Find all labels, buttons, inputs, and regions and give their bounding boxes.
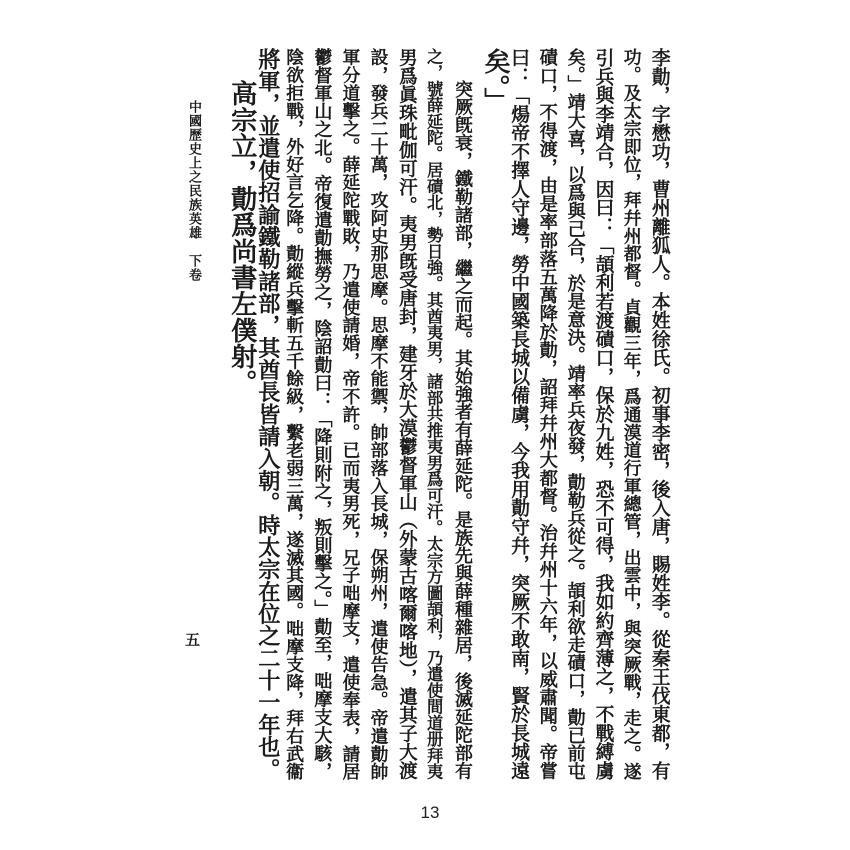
text-column-6: 曰：「煬帝不擇人守邊，勞中國築長城以備虜，今我用勣守幷，突厥不敢南，賢於長城遠 (508, 48, 531, 780)
page-number: 13 (420, 803, 440, 822)
running-head: 中國歷史上之民族英雄 下卷 (186, 100, 201, 282)
text-column-12: 軍分道擊之。薛延陀戰敗，乃遣使請婚，帝不許。已而夷男死，兄子咄摩支，遣使奉表，請居 (339, 48, 361, 781)
text-column-11: 設，發兵二十萬，攻阿史那思摩。思摩不能禦，帥部落入長城，保朔州，遣使告急。帝遣勣帥 (367, 48, 389, 781)
page-number-chinese: 五 (183, 632, 201, 647)
text-column-9: 之，號薛延陀。居磧北，勢日強。其酋夷男，諸部共推夷男爲可汗。太宗方圖頡利，乃遣使間道册拜夷 (424, 48, 444, 780)
text-column-13: 鬱督軍山之北。帝復遣勣撫勞之，陰詔勣曰：「降則附之，叛則擊之。」勣至，咄摩支大駭， (311, 48, 333, 781)
text-column-2: 功。及太宗即位，拜幷州都督。貞觀三年，爲通漠道行軍總管，出雲中，與突厥戰，走之。遂 (620, 48, 642, 781)
text-column-16: 高宗立，勣爲尚書左僕射。 (226, 80, 258, 396)
text-column-4: 矣。」靖大喜，以爲與己合，於是意決。靖率兵夜發，勣勒兵從之。頡利欲走磧口，勣已前屯 (564, 48, 586, 781)
text-column-10: 男爲眞珠毗伽可汗。夷男旣受唐封，建牙於大漠鬱督軍山（外蒙古喀爾喀地），遣其子大渡 (396, 48, 418, 780)
text-column-5: 磧口，不得渡，由是率部落五萬降於勣，詔拜幷州大都督。治幷州十六年，以威肅聞。帝嘗 (536, 48, 558, 780)
text-column-3: 引兵與李靖合，因曰：「頡利若渡磧口，保於九姓，恐不可得，我如約齊薄之，不戰縛虜 (592, 48, 615, 780)
text-column-15: 將軍，並遣使招諭鐵勒諸部，其酋長皆請入朝。時太宗在位之二十一年也。 (254, 48, 281, 780)
text-column-14: 陰欲拒戰，外好言乞降。勣縱兵擊斬五千餘級，繫老弱三萬，遂滅其國。咄摩支降，拜右武衞 (283, 48, 305, 781)
text-column-8: 突厥旣衰，鐵勒諸部，繼之而起。其始強者有薛延陀。是族先與薛種雜居，後滅延陀部有 (452, 80, 473, 780)
text-column-7: 矣。」 (479, 48, 511, 114)
text-column-1: 李勣，字懋功，曹州離狐人。本姓徐氏。初事李密，後入唐，賜姓李。從秦王伐東都，有 (648, 48, 671, 780)
